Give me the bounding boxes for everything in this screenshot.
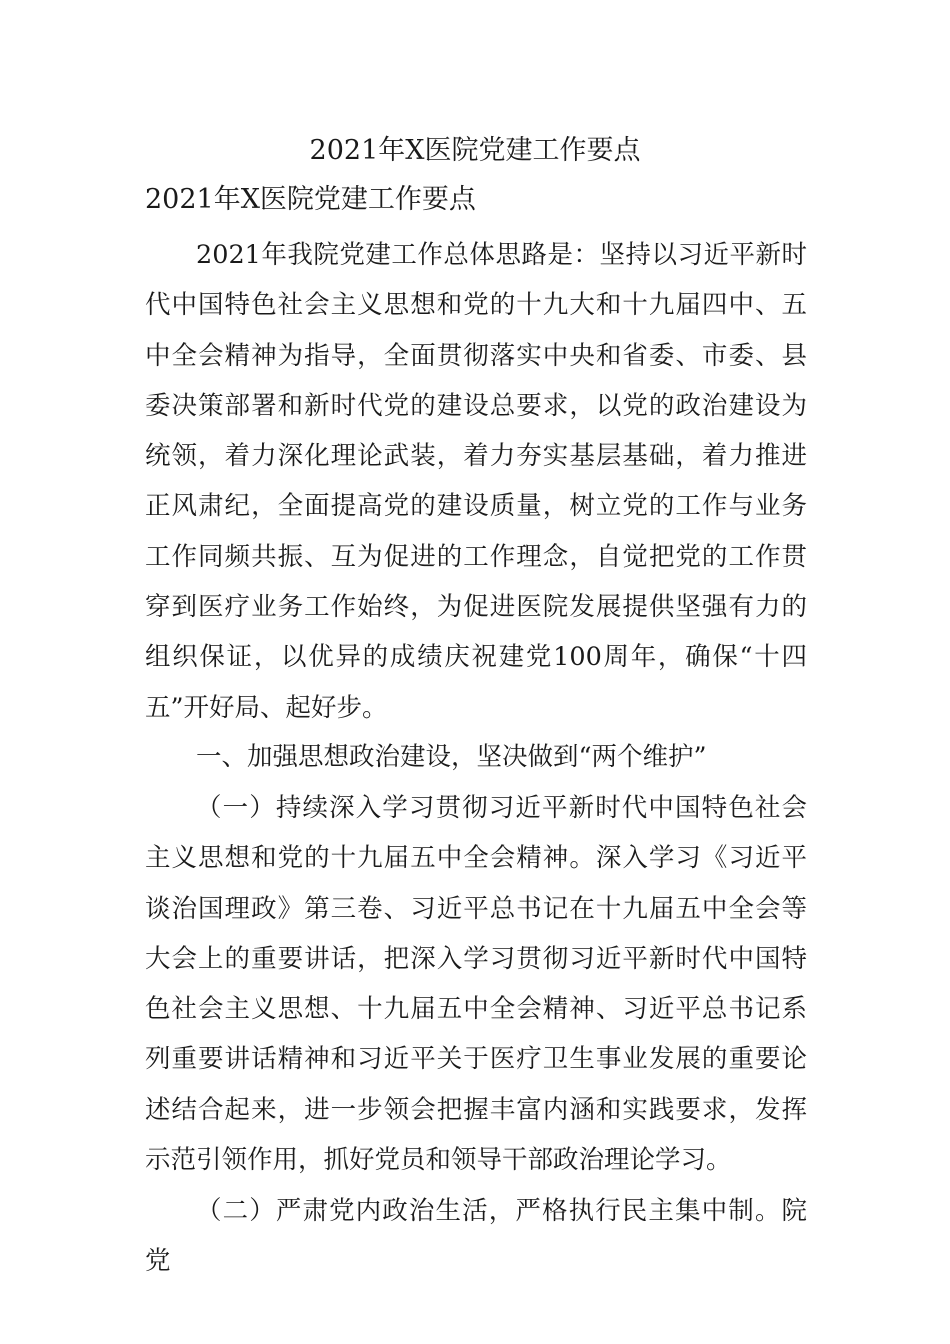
intro-paragraph: 2021年我院党建工作总体思路是：坚持以习近平新时代中国特色社会主义思想和党的十九大和十九届四中、五中全会精神为指导，全面贯彻落实中央和省委、市委、县委决策部署和新时代党的建设总要求，以党的政治建设为统领，着力深化理论武装，着力夯实基层基础，着力推进正风肃纪，全面提高党的建设质量，树立党的工作与业务工作同频共振、互为促进的工作理念，自觉把党的工作贯穿到医疗业务工作始终，为促进医院发展提供坚强有力的组织保证，以优异的成绩庆祝建党100周年，确保“十四五”开好局、起好步。	[145, 240, 807, 723]
document-subtitle: 2021年X医院党建工作要点	[145, 184, 476, 215]
document-title: 2021年X医院党建工作要点	[309, 135, 641, 166]
section-heading-1: 一、加强思想政治建设，坚决做到“两个维护”	[196, 742, 707, 772]
section-1-paragraph: （一）持续深入学习贯彻习近平新时代中国特色社会主义思想和党的十九届五中全会精神。深入学习《习近平谈治国理政》第三卷、习近平总书记在十九届五中全会等大会上的重要讲话，把深入学习贯彻习近平新时代中国特色社会主义思想、十九届五中全会精神、习近平总书记系列重要讲话精神和习近平关于医疗卫生事业发展的重要论述结合起来，进一步领会把握丰富内涵和实践要求，发挥示范引领作用，抓好党员和领导干部政治理论学习。	[145, 793, 807, 1176]
section-2-paragraph: （二）严肃党内政治生活，严格执行民主集中制。院党	[145, 1196, 807, 1277]
